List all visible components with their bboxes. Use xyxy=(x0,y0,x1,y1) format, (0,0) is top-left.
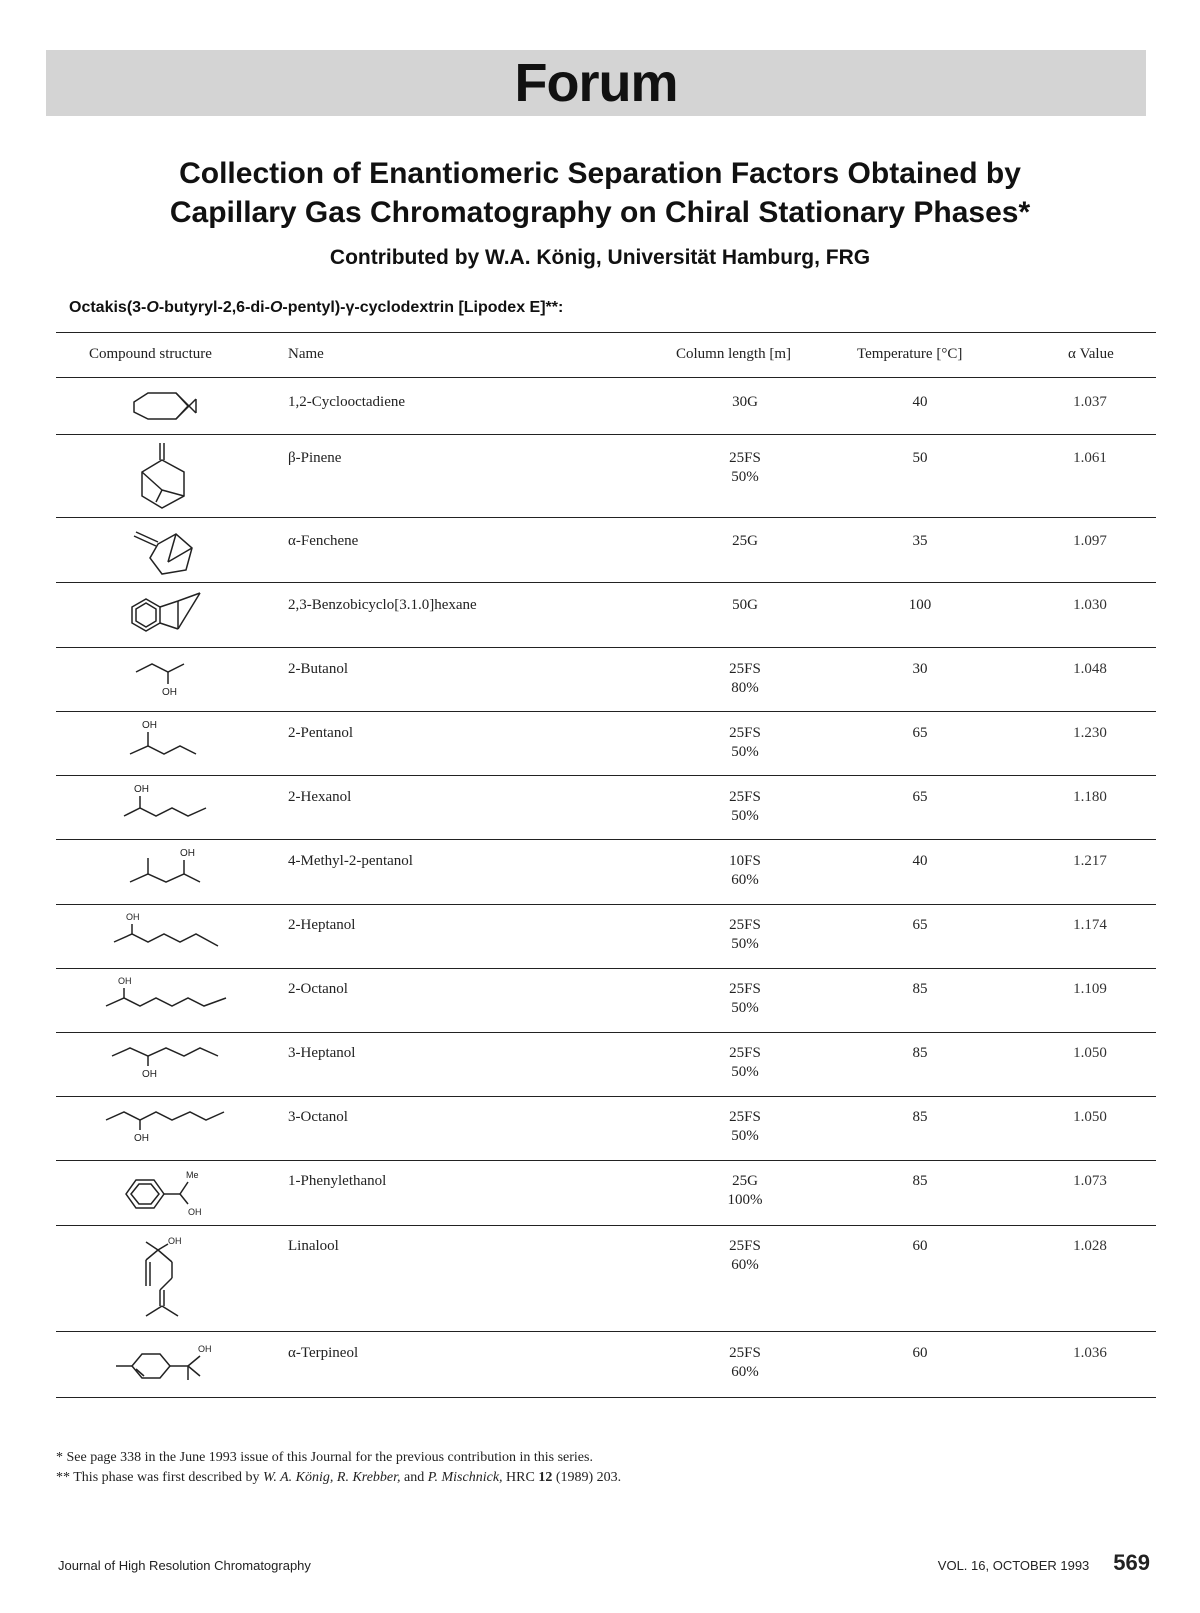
row-divider xyxy=(56,968,1156,969)
journal-name: Journal of High Resolution Chromatography xyxy=(58,1558,311,1573)
structure-4-methyl-2-pentanol xyxy=(96,844,256,900)
oh-label: OH xyxy=(168,1236,182,1246)
structure-2-pentanol xyxy=(96,716,256,772)
structure-1-phenylethanol xyxy=(96,1164,256,1222)
footnote-2-text: and xyxy=(400,1470,428,1485)
footnote-2-text: ** This phase was first described by xyxy=(56,1470,263,1485)
column-value: 10FS xyxy=(729,853,761,869)
issue-info xyxy=(938,1550,1150,1576)
row-divider xyxy=(56,904,1156,905)
column-value: 25FS xyxy=(729,1345,761,1361)
column-value: 30G xyxy=(732,394,758,410)
temperature: 85 xyxy=(912,1173,928,1189)
column-value: 25FS xyxy=(729,661,761,677)
column-length xyxy=(680,724,810,762)
oh-label: OH xyxy=(134,784,149,795)
temperature: 60 xyxy=(912,1345,928,1361)
row-divider xyxy=(56,434,1156,435)
alpha-value: 1.036 xyxy=(1073,1345,1107,1361)
temperature: 60 xyxy=(912,1238,928,1254)
column-extra: 60% xyxy=(731,1364,759,1380)
column-value: 25FS xyxy=(729,917,761,933)
structure-2-heptanol xyxy=(96,908,256,964)
column-value: 25G xyxy=(732,1173,758,1189)
temperature: 40 xyxy=(912,853,928,869)
row-divider xyxy=(56,1096,1156,1097)
header-name: Name xyxy=(288,346,324,362)
row-divider xyxy=(56,1225,1156,1226)
row-divider xyxy=(56,775,1156,776)
temperature: 35 xyxy=(912,533,928,549)
column-value: 25FS xyxy=(729,1045,761,1061)
oh-label: OH xyxy=(142,720,157,731)
row-divider xyxy=(56,647,1156,648)
row-divider xyxy=(56,711,1156,712)
compound-name: 1,2-Cyclooctadiene xyxy=(288,394,406,410)
stationary-phase-heading xyxy=(69,299,563,317)
alpha-value: 1.050 xyxy=(1073,1045,1107,1061)
column-length xyxy=(680,660,810,698)
phase-text-3: -pentyl)-γ-cyclodextrin [Lipodex E]**: xyxy=(282,299,564,316)
footnote-2 xyxy=(56,1468,621,1488)
row-divider xyxy=(56,1331,1156,1332)
structure-benzobicyclohexane xyxy=(96,587,256,643)
column-extra: 50% xyxy=(731,1000,759,1016)
footnote-1: * See page 338 in the June 1993 issue of this Journal for the previous contribution in this series. xyxy=(56,1450,593,1465)
column-extra: 100% xyxy=(727,1192,763,1208)
page-number: 569 xyxy=(1113,1550,1150,1575)
compound-name: 1-Phenylethanol xyxy=(288,1173,387,1189)
footnote-2-author: P. Mischnick, xyxy=(427,1470,503,1485)
structure-alpha-terpineol xyxy=(96,1336,256,1394)
column-length xyxy=(680,788,810,826)
footnote-2-volume: 12 xyxy=(538,1470,553,1485)
temperature: 100 xyxy=(908,597,932,613)
alpha-value: 1.109 xyxy=(1073,981,1107,997)
alpha-value: 1.061 xyxy=(1073,450,1107,466)
table-top-rule xyxy=(56,332,1156,333)
structure-3-octanol xyxy=(96,1100,256,1156)
header-alpha-value: α Value xyxy=(1068,346,1114,362)
compound-name: Linalool xyxy=(288,1238,339,1254)
structure-2-octanol xyxy=(96,972,256,1028)
compound-name: 2,3-Benzobicyclo[3.1.0]hexane xyxy=(288,597,477,613)
column-extra: 50% xyxy=(731,808,759,824)
column-length xyxy=(680,596,810,615)
compound-name: 4-Methyl-2-pentanol xyxy=(288,853,413,869)
compound-name: 2-Octanol xyxy=(288,981,348,997)
alpha-value: 1.217 xyxy=(1073,853,1107,869)
oh-label: OH xyxy=(126,912,140,922)
alpha-value: 1.030 xyxy=(1073,597,1107,613)
issue-text: VOL. 16, OCTOBER 1993 xyxy=(937,1558,1090,1573)
oh-label: OH xyxy=(162,687,177,698)
article-title-line-2: Capillary Gas Chromatography on Chiral Stationary Phases* xyxy=(169,196,1031,229)
row-divider xyxy=(56,517,1156,518)
phase-text-1: Octakis(3- xyxy=(69,299,147,316)
alpha-value: 1.073 xyxy=(1073,1173,1107,1189)
temperature: 85 xyxy=(912,981,928,997)
column-length xyxy=(680,393,810,412)
footnote-2-authors: W. A. König, R. Krebber, xyxy=(262,1470,401,1485)
compound-name: 2-Heptanol xyxy=(288,917,356,933)
footnote-2-text: (1989) 203. xyxy=(552,1470,622,1485)
alpha-value: 1.048 xyxy=(1073,661,1107,677)
structure-2-hexanol xyxy=(96,780,256,836)
temperature: 30 xyxy=(912,661,928,677)
section-banner xyxy=(46,50,1146,116)
column-value: 25FS xyxy=(729,725,761,741)
oh-label: OH xyxy=(188,1207,202,1217)
temperature: 65 xyxy=(912,725,928,741)
header-temperature: Temperature [°C] xyxy=(857,346,963,362)
footnote-2-text: HRC xyxy=(502,1470,539,1485)
column-length xyxy=(680,532,810,551)
column-length xyxy=(680,980,810,1018)
compound-name: 3-Octanol xyxy=(288,1109,348,1125)
alpha-value: 1.037 xyxy=(1073,394,1107,410)
byline: Contributed by W.A. König, Universität Hamburg, FRG xyxy=(329,246,871,269)
column-length xyxy=(680,1108,810,1146)
compound-name: β-Pinene xyxy=(288,450,342,466)
alpha-value: 1.230 xyxy=(1073,725,1107,741)
column-extra: 60% xyxy=(731,872,759,888)
column-value: 25FS xyxy=(729,789,761,805)
table-header-rule xyxy=(56,377,1156,378)
compound-name: α-Terpineol xyxy=(288,1345,359,1361)
oh-label: OH xyxy=(142,1069,157,1080)
alpha-value: 1.028 xyxy=(1073,1238,1107,1254)
column-length xyxy=(680,916,810,954)
header-structure: Compound structure xyxy=(89,346,212,362)
structure-alpha-fenchene xyxy=(96,522,256,580)
compound-name: α-Fenchene xyxy=(288,533,359,549)
column-length xyxy=(680,1237,810,1275)
temperature: 65 xyxy=(912,789,928,805)
table-bottom-rule xyxy=(56,1397,1156,1398)
row-divider xyxy=(56,1160,1156,1161)
structure-beta-pinene xyxy=(96,440,256,514)
compound-name: 3-Heptanol xyxy=(288,1045,356,1061)
column-extra: 50% xyxy=(731,469,759,485)
column-length xyxy=(680,1172,810,1210)
alpha-value: 1.050 xyxy=(1073,1109,1107,1125)
row-divider xyxy=(56,839,1156,840)
column-length xyxy=(680,1344,810,1382)
column-value: 50G xyxy=(732,597,758,613)
oh-label: OH xyxy=(180,848,195,859)
temperature: 85 xyxy=(912,1045,928,1061)
alpha-value: 1.174 xyxy=(1073,917,1107,933)
column-extra: 80% xyxy=(731,680,759,696)
column-value: 25FS xyxy=(729,1109,761,1125)
column-value: 25FS xyxy=(729,1238,761,1254)
me-label: Me xyxy=(186,1170,199,1180)
column-extra: 50% xyxy=(731,744,759,760)
structure-2-butanol xyxy=(96,652,256,708)
compound-name: 2-Hexanol xyxy=(288,789,352,805)
oh-label: OH xyxy=(134,1133,149,1144)
column-length xyxy=(680,1044,810,1082)
header-column-length: Column length [m] xyxy=(676,346,791,362)
compound-name: 2-Pentanol xyxy=(288,725,353,741)
oh-label: OH xyxy=(198,1344,212,1354)
column-extra: 60% xyxy=(731,1257,759,1273)
oh-label: OH xyxy=(118,976,132,986)
structure-linalool xyxy=(96,1230,256,1328)
alpha-value: 1.180 xyxy=(1073,789,1107,805)
alpha-value: 1.097 xyxy=(1073,533,1107,549)
column-value: 25FS xyxy=(729,981,761,997)
column-extra: 50% xyxy=(731,1128,759,1144)
column-length xyxy=(680,449,810,487)
structure-1-2-cyclooctadiene xyxy=(96,385,256,427)
phase-text-o1: O xyxy=(146,299,159,316)
column-extra: 50% xyxy=(731,936,759,952)
article-title xyxy=(60,154,1140,232)
phase-text-2: -butyryl-2,6-di- xyxy=(158,299,270,316)
phase-text-o2: O xyxy=(269,299,283,316)
temperature: 40 xyxy=(912,394,928,410)
temperature: 85 xyxy=(912,1109,928,1125)
row-divider xyxy=(56,582,1156,583)
structure-3-heptanol xyxy=(96,1036,256,1092)
column-length xyxy=(680,852,810,890)
compound-name: 2-Butanol xyxy=(288,661,348,677)
section-title: Forum xyxy=(514,53,678,113)
column-extra: 50% xyxy=(731,1064,759,1080)
row-divider xyxy=(56,1032,1156,1033)
temperature: 50 xyxy=(912,450,928,466)
article-title-line-1: Collection of Enantiomeric Separation Factors Obtained by xyxy=(179,157,1021,190)
column-value: 25FS xyxy=(729,450,761,466)
temperature: 65 xyxy=(912,917,928,933)
column-value: 25G xyxy=(732,533,758,549)
